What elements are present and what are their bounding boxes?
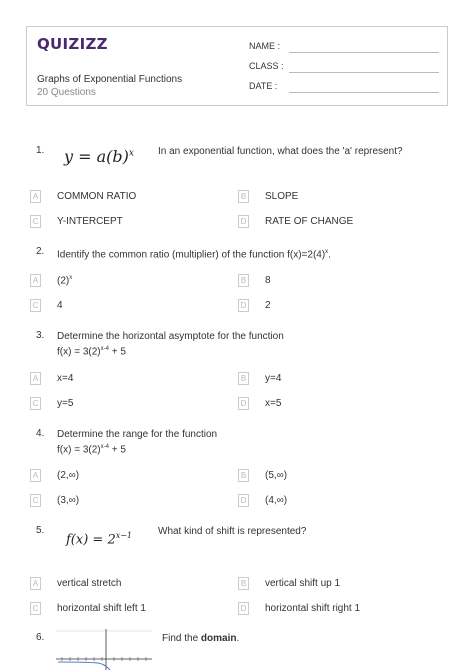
question-number: 4.	[36, 428, 45, 439]
option-text[interactable]: Y-INTERCEPT	[57, 216, 123, 227]
option-letter: C	[30, 494, 41, 507]
option-text[interactable]: x=4	[57, 373, 74, 384]
formula-image	[64, 147, 134, 166]
formula-image	[66, 531, 132, 547]
option-text[interactable]: x=5	[265, 398, 282, 409]
option-text[interactable]: SLOPE	[265, 191, 299, 202]
option-letter: A	[30, 577, 41, 590]
question-number: 3.	[36, 330, 45, 341]
option-letter: A	[30, 469, 41, 482]
option-letter: D	[238, 494, 249, 507]
option-letter: B	[238, 469, 249, 482]
question-count: 20 Questions	[37, 87, 96, 98]
option-text[interactable]: (5,∞)	[265, 470, 288, 481]
option-text[interactable]: RATE OF CHANGE	[265, 216, 354, 227]
question-text: Determine the range for the function $f(x) = 3(2)^{x-4} + 5$	[57, 429, 218, 456]
option-letter: C	[30, 299, 41, 312]
quizizz-logo: QUIZIZZ	[37, 35, 108, 53]
formula-text: f(x) = 2	[66, 532, 116, 548]
option-text[interactable]: vertical shift up 1	[265, 578, 341, 589]
option-text[interactable]: 2	[265, 300, 271, 311]
name-line[interactable]	[289, 52, 439, 53]
option-letter: C	[30, 397, 41, 410]
option-text[interactable]: (3,∞)	[57, 495, 80, 506]
class-label: CLASS :	[249, 61, 284, 71]
option-letter: C	[30, 215, 41, 228]
option-letter: B	[238, 372, 249, 385]
option-letter: B	[238, 190, 249, 203]
question-text: What kind of shift is represented?	[158, 526, 307, 537]
option-text[interactable]: y=5	[57, 398, 74, 409]
formula-exponent: x−1	[115, 531, 133, 540]
question-number: 2.	[36, 246, 45, 257]
option-text[interactable]: (4,∞)	[265, 495, 288, 506]
question-text: Identify the common ratio (multiplier) of the function $f(x)=2(4)^x$.	[57, 249, 331, 261]
graph-image	[56, 629, 152, 670]
option-text[interactable]: COMMON RATIO	[57, 191, 137, 202]
worksheet-header	[26, 26, 448, 106]
question-number: 5.	[36, 525, 45, 536]
option-text[interactable]: y=4	[265, 373, 282, 384]
option-letter: A	[30, 190, 41, 203]
date-line[interactable]	[289, 92, 439, 93]
option-text[interactable]: (2,∞)	[57, 470, 80, 481]
question-text: In an exponential function, what does the 'a' represent?	[158, 146, 403, 157]
option-text[interactable]: horizontal shift left 1	[57, 603, 146, 614]
formula-exponent: x	[128, 148, 134, 159]
question-text: Determine the horizontal asymptote for the function $f(x) = 3(2)^{x-4} + 5$	[57, 331, 284, 358]
option-text[interactable]: 4	[57, 300, 63, 311]
option-letter: D	[238, 215, 249, 228]
option-letter: A	[30, 372, 41, 385]
question-number: 1.	[36, 145, 45, 156]
option-letter: B	[238, 274, 249, 287]
worksheet-title: Graphs of Exponential Functions	[37, 74, 183, 85]
class-line[interactable]	[289, 72, 439, 73]
option-letter: A	[30, 274, 41, 287]
option-letter: B	[238, 577, 249, 590]
formula-text: y = a(b)	[64, 147, 129, 166]
option-letter: C	[30, 602, 41, 615]
option-text[interactable]: vertical stretch	[57, 578, 122, 589]
option-letter: D	[238, 299, 249, 312]
date-label: DATE :	[249, 81, 278, 91]
option-text[interactable]: horizontal shift right 1	[265, 603, 361, 614]
name-label: NAME :	[249, 41, 281, 51]
option-text[interactable]: 8	[265, 275, 271, 286]
option-letter: D	[238, 602, 249, 615]
option-letter: D	[238, 397, 249, 410]
option-text[interactable]: $(2)^x$	[57, 275, 73, 287]
question-number: 6.	[36, 632, 45, 643]
question-text: Find the domain.	[162, 633, 240, 644]
